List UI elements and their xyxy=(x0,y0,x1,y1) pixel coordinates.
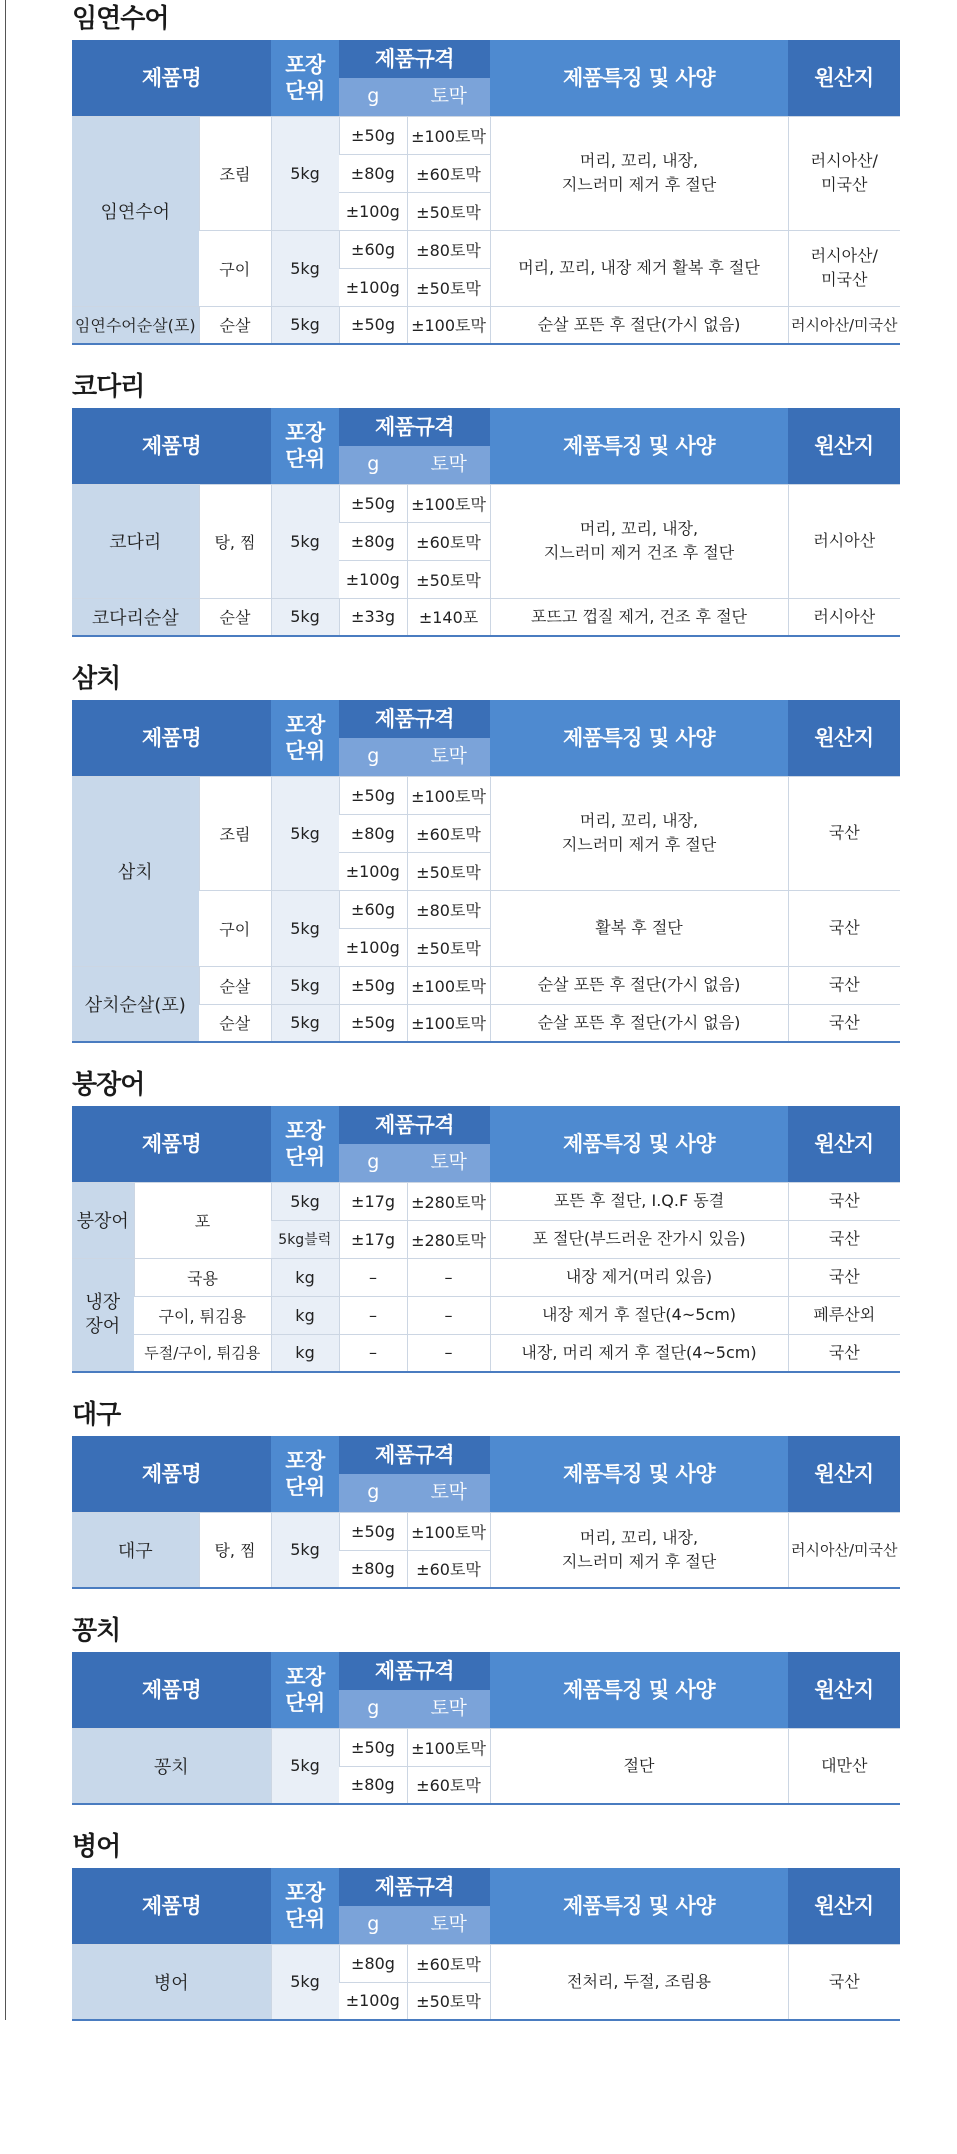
feature: 활복 후 절단 xyxy=(490,890,788,966)
product-type: 순살 xyxy=(199,306,271,344)
spec-tomak: ±60토막 xyxy=(407,154,490,192)
header-product-name: 제품명 xyxy=(72,700,271,776)
product-type: 구이, 튀김용 xyxy=(134,1296,271,1334)
pack-unit: 5kg xyxy=(271,890,339,966)
feature: 전처리, 두절, 조림용 xyxy=(490,1944,788,2020)
spec-g: ±80g xyxy=(339,1766,407,1804)
spec-tomak: ±280토막 xyxy=(407,1220,490,1258)
spec-g: ±80g xyxy=(339,814,407,852)
section-imyeonsueo xyxy=(72,2,900,345)
header-spec: 제품규격 xyxy=(339,1652,490,1690)
product-name: 꽁치 xyxy=(72,1728,271,1804)
header-pack-unit: 포장 단위 xyxy=(271,1868,339,1944)
product-name: 코다리 xyxy=(72,484,199,598)
product-name: 삼치 xyxy=(72,776,199,966)
product-name: 대구 xyxy=(72,1512,199,1588)
spec-g: ±50g xyxy=(339,1728,407,1766)
spec-g: ±60g xyxy=(339,230,407,268)
spec-tomak: ±60토막 xyxy=(407,814,490,852)
header-feature: 제품특징 및 사양 xyxy=(490,1436,788,1512)
spec-tomak: ±50토막 xyxy=(407,928,490,966)
origin: 국산 xyxy=(788,890,900,966)
spec-table xyxy=(72,408,900,637)
header-tomak: 토막 xyxy=(407,1690,490,1728)
spec-tomak: ±100토막 xyxy=(407,776,490,814)
product-type: 국용 xyxy=(134,1258,271,1296)
table-row xyxy=(72,306,900,344)
origin: 국산 xyxy=(788,1182,900,1220)
pack-unit: kg xyxy=(271,1296,339,1334)
table-row xyxy=(72,1296,900,1334)
spec-g: ±17g xyxy=(339,1182,407,1220)
header-feature: 제품특징 및 사양 xyxy=(490,408,788,484)
section-bungjangeo xyxy=(72,1068,900,1373)
pack-unit: 5kg xyxy=(271,1728,339,1804)
product-name: 임연수어순살(포) xyxy=(72,306,199,344)
section-title: 꽁치 xyxy=(72,1616,121,1646)
pack-unit: 5kg xyxy=(271,966,339,1004)
spec-g: ±50g xyxy=(339,966,407,1004)
feature: 순살 포뜬 후 절단(가시 없음) xyxy=(490,966,788,1004)
header-origin: 원산지 xyxy=(788,1652,900,1728)
spec-tomak: – xyxy=(407,1258,490,1296)
header-origin: 원산지 xyxy=(788,40,900,116)
origin: 러시아산 xyxy=(788,484,900,598)
product-type: 조림 xyxy=(199,116,271,230)
spec-g: ±100g xyxy=(339,268,407,306)
table-row xyxy=(72,116,900,154)
pack-unit: 5kg블럭 xyxy=(271,1220,339,1258)
pack-unit: kg xyxy=(271,1334,339,1372)
feature: 머리, 꼬리, 내장, 지느러미 제거 건조 후 절단 xyxy=(490,484,788,598)
table-row xyxy=(72,1512,900,1550)
spec-tomak: ±100토막 xyxy=(407,1728,490,1766)
header-tomak: 토막 xyxy=(407,1144,490,1182)
spec-g: – xyxy=(339,1334,407,1372)
origin: 국산 xyxy=(788,1334,900,1372)
spec-tomak: ±50토막 xyxy=(407,268,490,306)
origin: 국산 xyxy=(788,1004,900,1042)
product-type: 구이 xyxy=(199,890,271,966)
section-kkongchi xyxy=(72,1614,900,1805)
spec-g: ±100g xyxy=(339,928,407,966)
feature: 포뜬 후 절단, I.Q.F 동결 xyxy=(490,1182,788,1220)
spec-tomak: ±280토막 xyxy=(407,1182,490,1220)
product-type: 탕, 찜 xyxy=(199,1512,271,1588)
origin: 러시아산/미국산 xyxy=(788,1512,900,1588)
header-tomak: 토막 xyxy=(407,1906,490,1944)
spec-g: ±50g xyxy=(339,116,407,154)
product-type: 포 xyxy=(134,1182,271,1258)
spec-g: ±80g xyxy=(339,154,407,192)
pack-unit: 5kg xyxy=(271,230,339,306)
spec-tomak: ±50토막 xyxy=(407,560,490,598)
header-product-name: 제품명 xyxy=(72,1868,271,1944)
left-page-rule xyxy=(5,0,6,2020)
table-row xyxy=(72,1258,900,1296)
feature: 머리, 꼬리, 내장, 지느러미 제거 후 절단 xyxy=(490,776,788,890)
origin: 국산 xyxy=(788,966,900,1004)
header-product-name: 제품명 xyxy=(72,1106,271,1182)
spec-tomak: ±100토막 xyxy=(407,966,490,1004)
product-name: 임연수어 xyxy=(72,116,199,306)
header-spec: 제품규격 xyxy=(339,1868,490,1906)
header-g: g xyxy=(339,1906,407,1944)
header-product-name: 제품명 xyxy=(72,1436,271,1512)
header-feature: 제품특징 및 사양 xyxy=(490,1106,788,1182)
spec-g: ±50g xyxy=(339,776,407,814)
product-name: 냉장 장어 xyxy=(72,1258,134,1372)
product-name: 붕장어 xyxy=(72,1182,134,1258)
section-title: 임연수어 xyxy=(72,4,169,34)
header-origin: 원산지 xyxy=(788,1106,900,1182)
spec-tomak: ±100토막 xyxy=(407,484,490,522)
header-origin: 원산지 xyxy=(788,700,900,776)
spec-table xyxy=(72,40,900,345)
pack-unit: 5kg xyxy=(271,776,339,890)
spec-tomak: ±60토막 xyxy=(407,1766,490,1804)
section-title: 대구 xyxy=(72,1400,121,1430)
header-spec: 제품규격 xyxy=(339,1106,490,1144)
header-tomak: 토막 xyxy=(407,1474,490,1512)
feature: 내장, 머리 제거 후 절단(4~5cm) xyxy=(490,1334,788,1372)
feature: 머리, 꼬리, 내장 제거 활복 후 절단 xyxy=(490,230,788,306)
header-pack-unit: 포장 단위 xyxy=(271,1652,339,1728)
table-row xyxy=(72,966,900,1004)
product-name: 병어 xyxy=(72,1944,271,2020)
table-row xyxy=(72,776,900,814)
header-product-name: 제품명 xyxy=(72,408,271,484)
spec-g: – xyxy=(339,1296,407,1334)
header-g: g xyxy=(339,78,407,116)
table-row xyxy=(72,598,900,636)
header-pack-unit: 포장 단위 xyxy=(271,40,339,116)
spec-tomak: ±100토막 xyxy=(407,306,490,344)
header-pack-unit: 포장 단위 xyxy=(271,408,339,484)
origin: 국산 xyxy=(788,1220,900,1258)
spec-g: ±100g xyxy=(339,1982,407,2020)
table-row xyxy=(72,1182,900,1220)
spec-g: ±17g xyxy=(339,1220,407,1258)
section-title: 병어 xyxy=(72,1832,121,1862)
table-row xyxy=(72,1728,900,1766)
origin: 국산 xyxy=(788,776,900,890)
header-spec: 제품규격 xyxy=(339,700,490,738)
header-g: g xyxy=(339,1144,407,1182)
header-tomak: 토막 xyxy=(407,446,490,484)
table-row xyxy=(72,484,900,522)
spec-tomak: ±50토막 xyxy=(407,1982,490,2020)
spec-g: ±50g xyxy=(339,1004,407,1042)
spec-table xyxy=(72,1652,900,1805)
spec-g: ±100g xyxy=(339,192,407,230)
origin: 국산 xyxy=(788,1944,900,2020)
product-type: 구이 xyxy=(199,230,271,306)
pack-unit: 5kg xyxy=(271,484,339,598)
spec-tomak: – xyxy=(407,1334,490,1372)
spec-g: ±100g xyxy=(339,852,407,890)
header-pack-unit: 포장 단위 xyxy=(271,1106,339,1182)
header-origin: 원산지 xyxy=(788,408,900,484)
header-origin: 원산지 xyxy=(788,1436,900,1512)
header-g: g xyxy=(339,738,407,776)
pack-unit: kg xyxy=(271,1258,339,1296)
product-type: 순살 xyxy=(199,598,271,636)
spec-tomak: ±50토막 xyxy=(407,192,490,230)
spec-tomak: ±80토막 xyxy=(407,230,490,268)
product-name: 삼치순살(포) xyxy=(72,966,199,1042)
feature: 순살 포뜬 후 절단(가시 없음) xyxy=(490,306,788,344)
spec-g: ±100g xyxy=(339,560,407,598)
spec-table xyxy=(72,700,900,1043)
feature: 내장 제거 후 절단(4~5cm) xyxy=(490,1296,788,1334)
spec-table xyxy=(72,1106,900,1373)
feature: 내장 제거(머리 있음) xyxy=(490,1258,788,1296)
spec-g: ±80g xyxy=(339,1944,407,1982)
spec-tomak: ±140포 xyxy=(407,598,490,636)
product-type: 탕, 찜 xyxy=(199,484,271,598)
product-type: 조림 xyxy=(199,776,271,890)
spec-tomak: ±60토막 xyxy=(407,522,490,560)
table-row xyxy=(72,1944,900,1982)
spec-g: ±80g xyxy=(339,522,407,560)
feature: 순살 포뜬 후 절단(가시 없음) xyxy=(490,1004,788,1042)
spec-g: ±33g xyxy=(339,598,407,636)
header-feature: 제품특징 및 사양 xyxy=(490,1868,788,1944)
origin: 러시아산/ 미국산 xyxy=(788,230,900,306)
spec-tomak: ±100토막 xyxy=(407,1004,490,1042)
pack-unit: 5kg xyxy=(271,598,339,636)
header-g: g xyxy=(339,446,407,484)
section-samchi xyxy=(72,662,900,1043)
pack-unit: 5kg xyxy=(271,1512,339,1588)
feature: 포 절단(부드러운 잔가시 있음) xyxy=(490,1220,788,1258)
spec-g: ±60g xyxy=(339,890,407,928)
pack-unit: 5kg xyxy=(271,306,339,344)
section-title: 삼치 xyxy=(72,664,121,694)
spec-g: – xyxy=(339,1258,407,1296)
product-name: 코다리순살 xyxy=(72,598,199,636)
spec-tomak: – xyxy=(407,1296,490,1334)
spec-tomak: ±80토막 xyxy=(407,890,490,928)
section-title: 코다리 xyxy=(72,372,145,402)
header-g: g xyxy=(339,1474,407,1512)
origin: 러시아산/ 미국산 xyxy=(788,116,900,230)
spec-tomak: ±50토막 xyxy=(407,852,490,890)
spec-g: ±50g xyxy=(339,1512,407,1550)
header-feature: 제품특징 및 사양 xyxy=(490,1652,788,1728)
header-product-name: 제품명 xyxy=(72,40,271,116)
product-type: 순살 xyxy=(199,966,271,1004)
origin: 페루산외 xyxy=(788,1296,900,1334)
table-row xyxy=(72,1334,900,1372)
header-product-name: 제품명 xyxy=(72,1652,271,1728)
header-tomak: 토막 xyxy=(407,78,490,116)
header-pack-unit: 포장 단위 xyxy=(271,700,339,776)
spec-table xyxy=(72,1868,900,2021)
header-origin: 원산지 xyxy=(788,1868,900,1944)
origin: 국산 xyxy=(788,1258,900,1296)
header-feature: 제품특징 및 사양 xyxy=(490,40,788,116)
origin: 대만산 xyxy=(788,1728,900,1804)
feature: 절단 xyxy=(490,1728,788,1804)
feature: 포뜨고 껍질 제거, 건조 후 절단 xyxy=(490,598,788,636)
spec-tomak: ±100토막 xyxy=(407,1512,490,1550)
feature: 머리, 꼬리, 내장, 지느러미 제거 후 절단 xyxy=(490,1512,788,1588)
header-spec: 제품규격 xyxy=(339,40,490,78)
header-spec: 제품규격 xyxy=(339,408,490,446)
header-g: g xyxy=(339,1690,407,1728)
header-pack-unit: 포장 단위 xyxy=(271,1436,339,1512)
feature: 머리, 꼬리, 내장, 지느러미 제거 후 절단 xyxy=(490,116,788,230)
spec-g: ±80g xyxy=(339,1550,407,1588)
pack-unit: 5kg xyxy=(271,1182,339,1220)
product-type: 두절/구이, 튀김용 xyxy=(134,1334,271,1372)
section-byeongeo xyxy=(72,1830,900,2021)
spec-g: ±50g xyxy=(339,484,407,522)
section-daegu xyxy=(72,1398,900,1589)
section-title: 붕장어 xyxy=(72,1070,145,1100)
spec-table xyxy=(72,1436,900,1589)
origin: 러시아산 xyxy=(788,598,900,636)
product-type: 순살 xyxy=(199,1004,271,1042)
header-feature: 제품특징 및 사양 xyxy=(490,700,788,776)
header-spec: 제품규격 xyxy=(339,1436,490,1474)
spec-tomak: ±100토막 xyxy=(407,116,490,154)
pack-unit: 5kg xyxy=(271,116,339,230)
spec-tomak: ±60토막 xyxy=(407,1944,490,1982)
section-kodari xyxy=(72,370,900,637)
spec-tomak: ±60토막 xyxy=(407,1550,490,1588)
origin: 러시아산/미국산 xyxy=(788,306,900,344)
pack-unit: 5kg xyxy=(271,1004,339,1042)
header-tomak: 토막 xyxy=(407,738,490,776)
pack-unit: 5kg xyxy=(271,1944,339,2020)
spec-g: ±50g xyxy=(339,306,407,344)
